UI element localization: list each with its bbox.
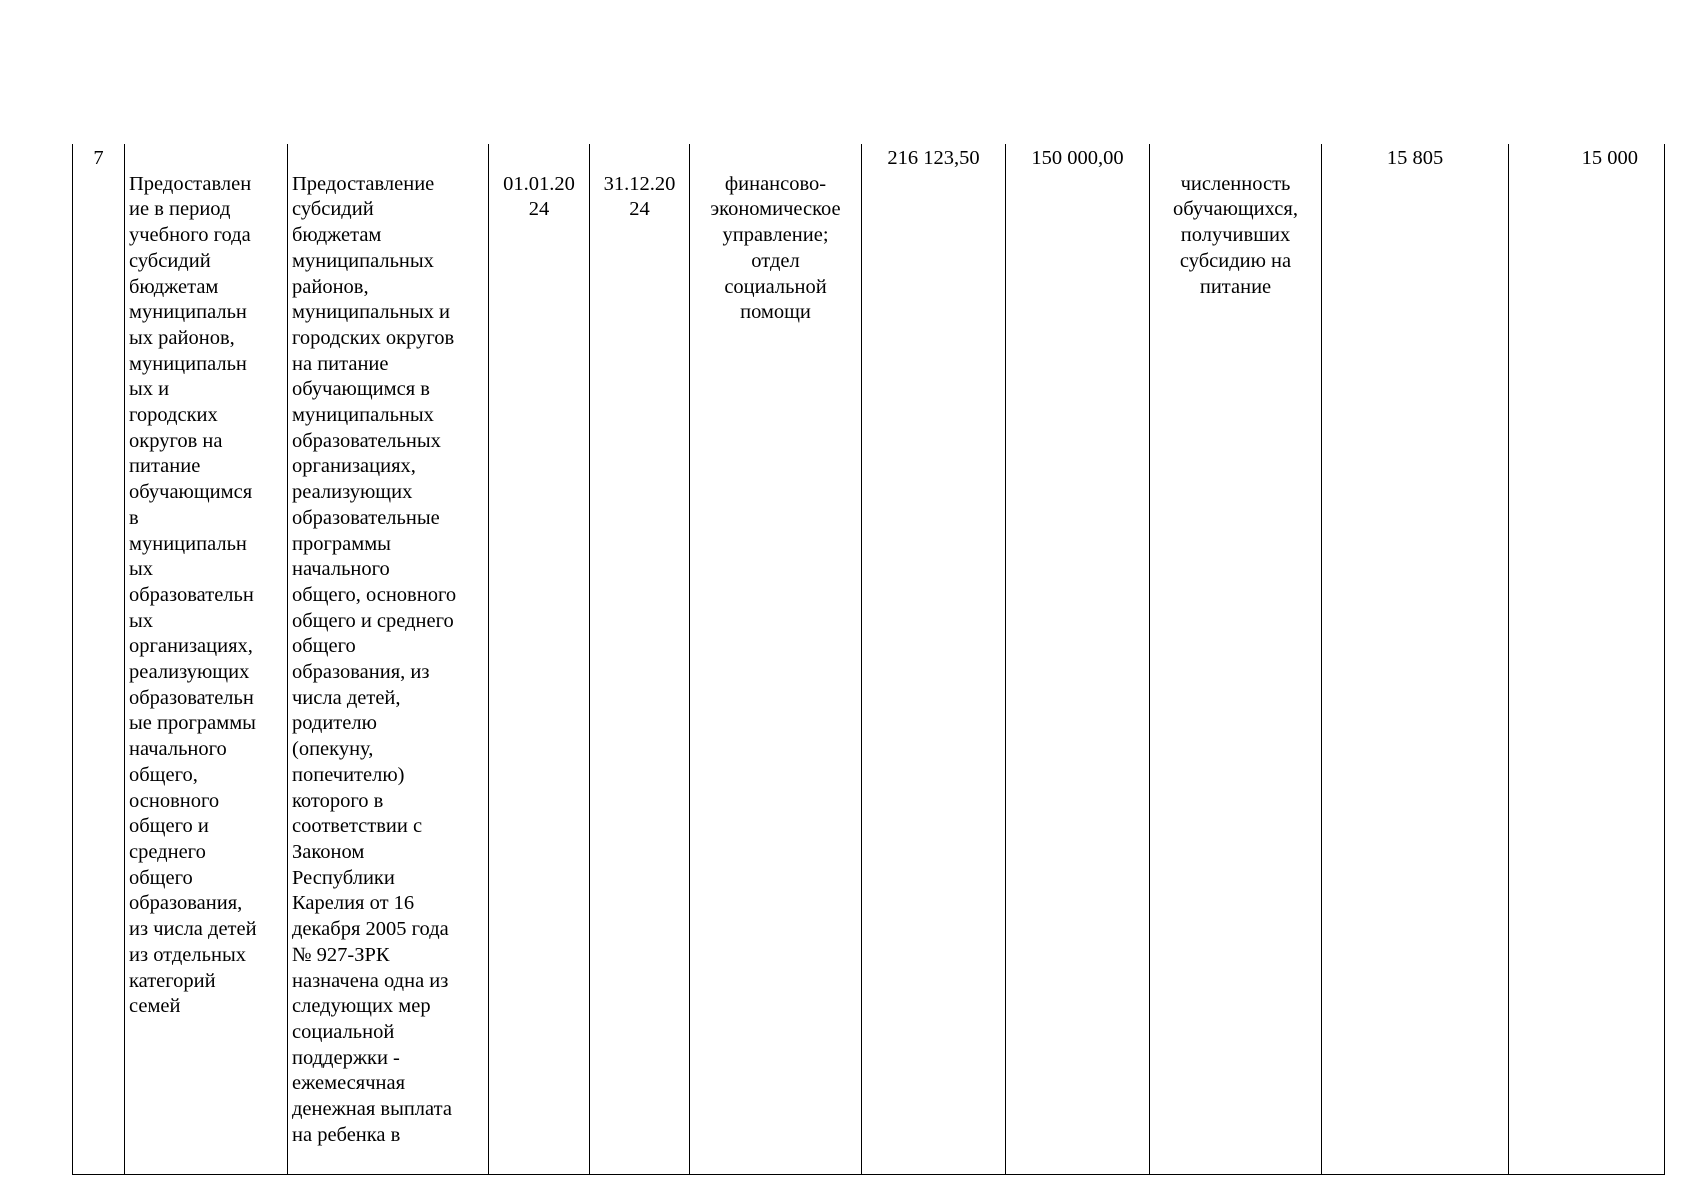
amount-1: 216 123,50 bbox=[887, 147, 980, 169]
description-cell bbox=[288, 144, 489, 1175]
indicator-value-1: 15 805 bbox=[1386, 147, 1444, 169]
row-number: 7 bbox=[93, 147, 104, 169]
end-date: 31.12.20 24 bbox=[603, 172, 676, 221]
measure-name: Предоставлен ие в период учебного года субсидий бюджетам муниципальн ых районов, муниципальн ых и городских округов на питание обучающимся в муниципальн ых образовательн ых организациях, реализующих образовательн ые программы начального общего, основного общего и среднего общего образования, из числа детей из отдельных категорий семей bbox=[129, 172, 257, 1018]
measure-description: Предоставление субсидий бюджетам муниципальных районов, муниципальных и городских округов на питание обучающимся в муниципальных образовательных организациях, реализующих образовательные программы начального общего, основного общего и среднего общего образования, из числа детей, родителю (опекуну, попечителю) которого в соответствии с Законом Республики Карелия от 16 декабря 2005 года № 927-ЗРК назначена одна из следующих мер социальной поддержки - ежемесячная денежная выплата на ребенка в bbox=[292, 172, 457, 1146]
indicator-name: численность обучающихся, получивших субсидию на питание bbox=[1173, 172, 1298, 298]
row-number-cell bbox=[73, 144, 125, 1175]
responsible-cell bbox=[690, 144, 862, 1175]
start-date-cell bbox=[489, 144, 590, 1175]
indicator-value-2: 15 000 bbox=[1581, 147, 1638, 169]
value-2-cell bbox=[1509, 144, 1665, 1175]
responsible-unit: финансово- экономическое управление; отдел социальной помощи bbox=[710, 172, 841, 324]
measure-name-cell bbox=[125, 144, 288, 1175]
amount-1-cell bbox=[862, 144, 1006, 1175]
measures-table bbox=[72, 144, 1665, 1175]
amount-2: 150 000,00 bbox=[1031, 147, 1124, 169]
table-row bbox=[73, 144, 1665, 1175]
end-date-cell bbox=[590, 144, 690, 1175]
start-date: 01.01.20 24 bbox=[503, 172, 575, 221]
amount-2-cell bbox=[1006, 144, 1150, 1175]
indicator-cell bbox=[1150, 144, 1322, 1175]
value-1-cell bbox=[1322, 144, 1509, 1175]
